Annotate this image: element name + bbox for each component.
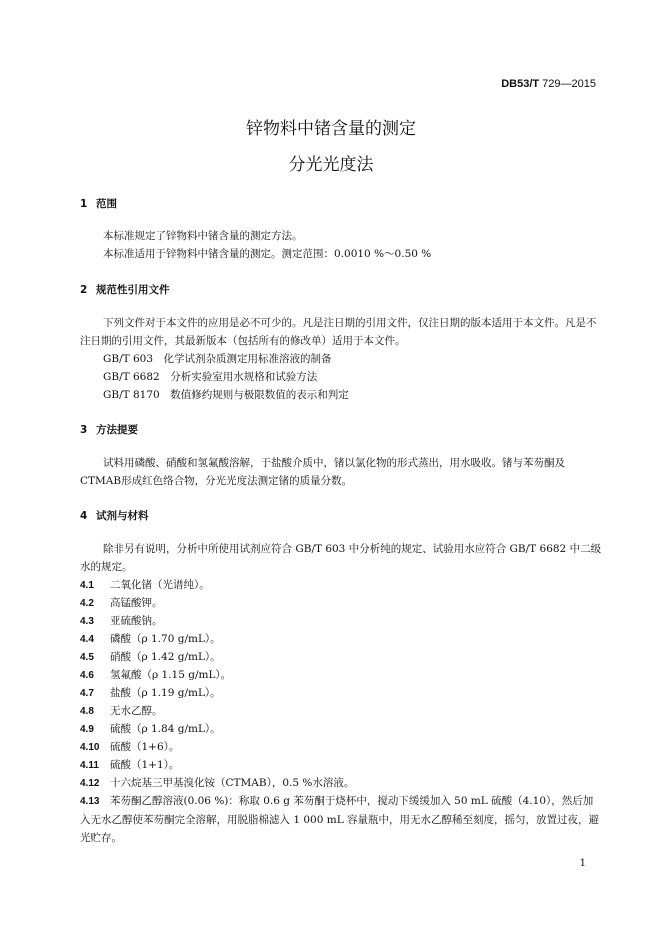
reagent-item: 4.4 磷酸（ρ 1.70 g/mL）。 (80, 633, 221, 645)
reference-item: GB/T 603 化学试剂杂质测定用标准溶液的制备 (103, 353, 332, 365)
reagent-item: 4.9 硫酸（ρ 1.84 g/mL）。 (80, 723, 221, 735)
section-heading-references: 2 规范性引用文件 (80, 284, 170, 296)
reagent-item: 4.7 盐酸（ρ 1.19 g/mL）。 (80, 687, 221, 699)
document-subtitle: 分光光度法 (288, 155, 374, 175)
reagents-paragraph: 除非另有说明，分析中所使用试剂应符合 GB/T 603 中分析纯的规定、试验用水应符合 GB/T 6682 中二级水的规定。 (80, 543, 602, 573)
reagent-item: 4.12 十六烷基三甲基溴化铵（CTMAB），0.5 %水溶液。 (80, 777, 355, 789)
reagent-item: 4.2 高锰酸钾。 (80, 597, 163, 609)
reagent-item-long: 4.13 苯芴酮乙醇溶液(0.06 %)：称取 0.6 g 苯芴酮于烧杯中，搅动下缓缓加入 50 mL 硫酸（4.10），然后加入无水乙醇使苯芴酮完全溶解，用脱脂棉滤入 1 000 mL 容量瓶中，用无水乙醇稀至刻度，摇匀，放置过夜，避光贮存。 (80, 795, 599, 844)
section-heading-reagents: 4 试剂与材料 (80, 510, 149, 522)
reagent-item: 4.6 氢氟酸（ρ 1.15 g/mL）。 (80, 669, 232, 681)
section-heading-scope: 1 范围 (80, 198, 117, 210)
document-title: 锌物料中锗含量的测定 (246, 119, 416, 139)
reagent-item: 4.5 硝酸（ρ 1.42 g/mL）。 (80, 651, 221, 663)
reagent-item: 4.11 硫酸（1+1）。 (80, 759, 180, 771)
references-paragraph: 下列文件对于本文件的应用是必不可少的。凡是注日期的引用文件，仅注日期的版本适用于本文件。凡是不注日期的引用文件，其最新版本（包括所有的修改单）适用于本文件。 (80, 317, 597, 347)
reference-item: GB/T 6682 分析实验室用水规格和试验方法 (103, 371, 318, 383)
reagent-item: 4.8 无水乙醇。 (80, 705, 163, 717)
reagent-item: 4.3 亚硫酸钠。 (80, 615, 163, 627)
reference-item: GB/T 8170 数值修约规则与极限数值的表示和判定 (103, 389, 349, 401)
principle-paragraph: 试料用磷酸、硝酸和氢氟酸溶解，于盐酸介质中，锗以氯化物的形式蒸出，用水吸收。锗与苯芴酮及CTMAB形成红色络合物，分光光度法测定锗的质量分数。 (80, 457, 565, 487)
scope-paragraph-2: 本标准适用于锌物料中锗含量的测定。测定范围：0.0010 %～0.50 % (103, 248, 432, 260)
reagent-item: 4.10 硫酸（1+6）。 (80, 741, 180, 753)
section-heading-principle: 3 方法提要 (80, 424, 138, 436)
scope-paragraph-1: 本标准规定了锌物料中锗含量的测定方法。 (103, 230, 303, 242)
standard-code: DB53/T 729—2015 (501, 78, 596, 90)
page-number: 1 (579, 858, 586, 869)
reagent-item: 4.1 二氧化锗（光谱纯）。 (80, 579, 210, 591)
